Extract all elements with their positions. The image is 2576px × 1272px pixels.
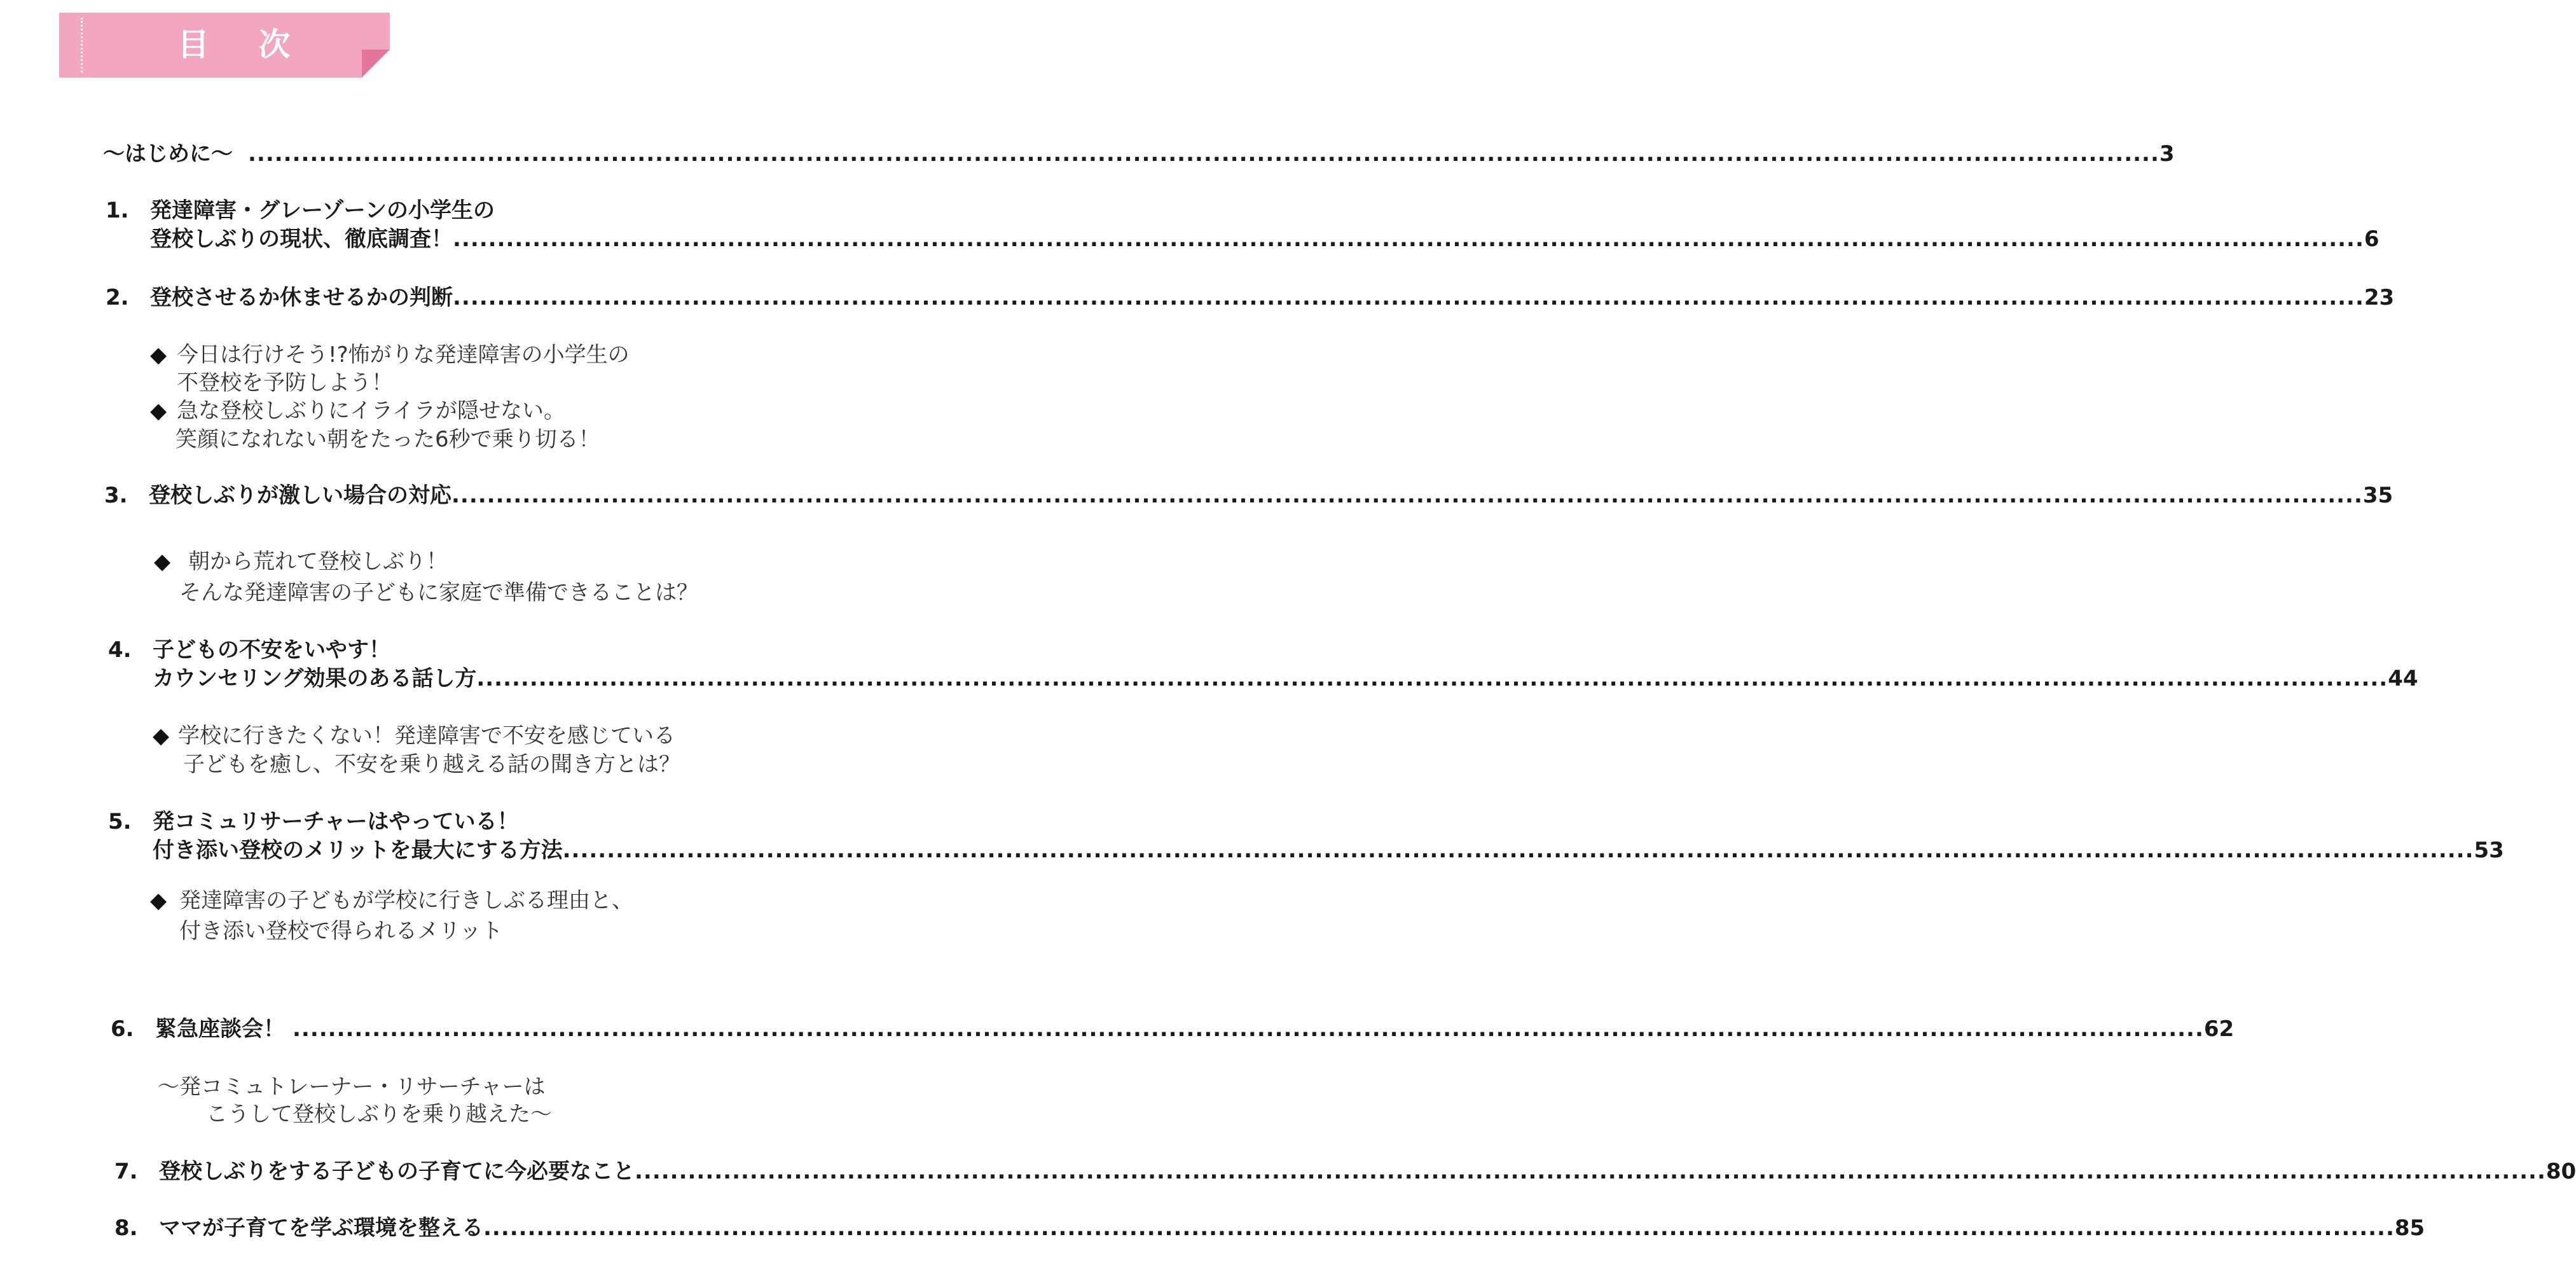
toc-chapter-6-subtitle-continued bbox=[206, 1099, 552, 1130]
page-title: 目 次 bbox=[177, 26, 310, 63]
toc-chapter-4-line2[interactable] bbox=[153, 663, 2418, 694]
dot-leader: ........................................................................................................................................................................................................................ bbox=[451, 483, 2363, 508]
subtitle-text: こうして登校しぶりを乗り越えた〜 bbox=[206, 1102, 552, 1127]
toc-sub-entry[interactable] bbox=[150, 340, 630, 370]
chapter-title: ママが子育てを学ぶ環境を整える bbox=[159, 1215, 483, 1241]
toc-entry-title: 〜はじめに〜 bbox=[103, 141, 233, 167]
page-number: 44 bbox=[2388, 666, 2418, 691]
chapter-number: 1. bbox=[106, 198, 129, 223]
diamond-bullet-icon: ◆ bbox=[150, 888, 167, 913]
chapter-number: 5. bbox=[108, 809, 132, 834]
dot-leader: ........................................................................................................................................................................................................................ bbox=[248, 141, 2159, 167]
toc-chapter-1-line1[interactable] bbox=[106, 195, 495, 226]
sub-entry-text: 子どもを癒し、不安を乗り越える話の聞き方とは？ bbox=[183, 752, 680, 777]
toc-chapter-7[interactable] bbox=[114, 1156, 2576, 1187]
toc-entry-intro[interactable] bbox=[103, 139, 2175, 169]
chapter-number: 3. bbox=[104, 483, 128, 508]
toc-chapter-6-subtitle bbox=[158, 1072, 546, 1102]
toc-chapter-8[interactable] bbox=[114, 1213, 2425, 1243]
diamond-bullet-icon: ◆ bbox=[150, 342, 167, 368]
sub-entry-text: 朝から荒れて登校しぶり！ bbox=[188, 549, 448, 574]
sub-entry-text: 不登校を予防しよう！ bbox=[177, 370, 393, 396]
page-number: 85 bbox=[2394, 1215, 2425, 1241]
chapter-title: 発コミュリサーチャーはやっている！ bbox=[153, 809, 519, 834]
sub-entry-text: 発達障害の子どもが学校に行きしぶる理由と、 bbox=[179, 888, 633, 913]
chapter-title: 登校しぶりをする子どもの子育てに今必要なこと bbox=[159, 1159, 635, 1184]
sub-entry-text: 付き添い登校で得られるメリット bbox=[179, 918, 503, 944]
chapter-title-group bbox=[104, 480, 451, 511]
toc-sub-entry-continued bbox=[177, 368, 393, 398]
chapter-title: 登校しぶりの現状、徹底調査！ bbox=[150, 226, 453, 252]
toc-sub-entry-continued bbox=[183, 749, 680, 780]
chapter-title: 付き添い登校のメリットを最大にする方法 bbox=[153, 838, 563, 863]
sub-entry-text: 笑顔になれない朝をたった6秒で乗り切る！ bbox=[176, 427, 600, 452]
toc-sub-entry-continued bbox=[179, 916, 503, 946]
chapter-title-group bbox=[111, 1014, 285, 1044]
chapter-title-group bbox=[114, 1213, 483, 1243]
dot-leader: ........................................................................................................................................................................................................................ bbox=[453, 285, 2364, 310]
chapter-title: 発達障害・グレーゾーンの小学生の bbox=[150, 198, 495, 223]
sub-entry-text: 急な登校しぶりにイライラが隠せない。 bbox=[177, 398, 565, 424]
toc-chapter-1-line2[interactable] bbox=[150, 224, 2380, 254]
subtitle-text: 〜発コミュトレーナー・リサーチャーは bbox=[158, 1074, 546, 1100]
chapter-title: 登校しぶりが激しい場合の対応 bbox=[149, 483, 451, 508]
page-number: 3 bbox=[2159, 141, 2175, 167]
chapter-number: 4. bbox=[108, 637, 132, 663]
dot-leader: ........................................................................................................................................................................................................................ bbox=[483, 1215, 2395, 1241]
page-number: 6 bbox=[2364, 226, 2380, 252]
chapter-title-group bbox=[106, 282, 453, 313]
dot-leader: ........................................................................................................................................................................................................................ bbox=[453, 226, 2364, 252]
chapter-title: 緊急座談会！ bbox=[155, 1016, 285, 1042]
toc-chapter-6[interactable] bbox=[111, 1014, 2235, 1044]
chapter-title: 子どもの不安をいやす！ bbox=[153, 637, 390, 663]
toc-chapter-5-line2[interactable] bbox=[153, 835, 2504, 866]
chapter-title-group bbox=[114, 1156, 635, 1187]
chapter-title: カウンセリング効果のある話し方 bbox=[153, 666, 477, 691]
page-number: 23 bbox=[2364, 285, 2395, 310]
sub-entry-text: 今日は行けそう!?怖がりな発達障害の小学生の bbox=[177, 342, 630, 368]
toc-sub-entry[interactable] bbox=[153, 721, 675, 751]
toc-sub-entry[interactable] bbox=[154, 546, 448, 577]
toc-sub-entry-continued bbox=[179, 577, 698, 608]
chapter-number: 6. bbox=[111, 1016, 134, 1042]
sub-entry-text: 学校に行きたくない！発達障害で不安を感じている bbox=[178, 723, 675, 749]
page-number: 80 bbox=[2545, 1159, 2576, 1184]
page-number: 35 bbox=[2362, 483, 2393, 508]
chapter-title: 登校させるか休ませるかの判断 bbox=[150, 285, 453, 310]
chapter-number: 7. bbox=[114, 1159, 138, 1184]
dot-leader: ........................................................................................................................................................................................................................ bbox=[476, 666, 2388, 691]
sub-entry-text: そんな発達障害の子どもに家庭で準備できることは？ bbox=[179, 580, 698, 605]
page-number: 62 bbox=[2203, 1016, 2235, 1042]
dot-leader: ........................................................................................................................................................................................................................ bbox=[635, 1159, 2546, 1184]
toc-sub-entry-continued bbox=[176, 424, 600, 455]
chapter-number: 2. bbox=[106, 285, 129, 310]
dot-leader: ........................................................................................................................................................................................................................ bbox=[293, 1016, 2204, 1042]
toc-chapter-5-line1[interactable] bbox=[108, 806, 519, 837]
dot-leader: ........................................................................................................................................................................................................................ bbox=[562, 838, 2474, 863]
toc-chapter-3[interactable] bbox=[104, 480, 2393, 511]
toc-chapter-2[interactable] bbox=[106, 282, 2395, 313]
diamond-bullet-icon: ◆ bbox=[154, 549, 171, 574]
toc-chapter-4-line1[interactable] bbox=[108, 635, 390, 665]
page-number: 53 bbox=[2474, 838, 2504, 863]
diamond-bullet-icon: ◆ bbox=[150, 398, 167, 424]
toc-sub-entry[interactable] bbox=[150, 396, 565, 426]
toc-sub-entry[interactable] bbox=[150, 885, 633, 916]
diamond-bullet-icon: ◆ bbox=[153, 723, 170, 749]
chapter-number: 8. bbox=[114, 1215, 138, 1241]
